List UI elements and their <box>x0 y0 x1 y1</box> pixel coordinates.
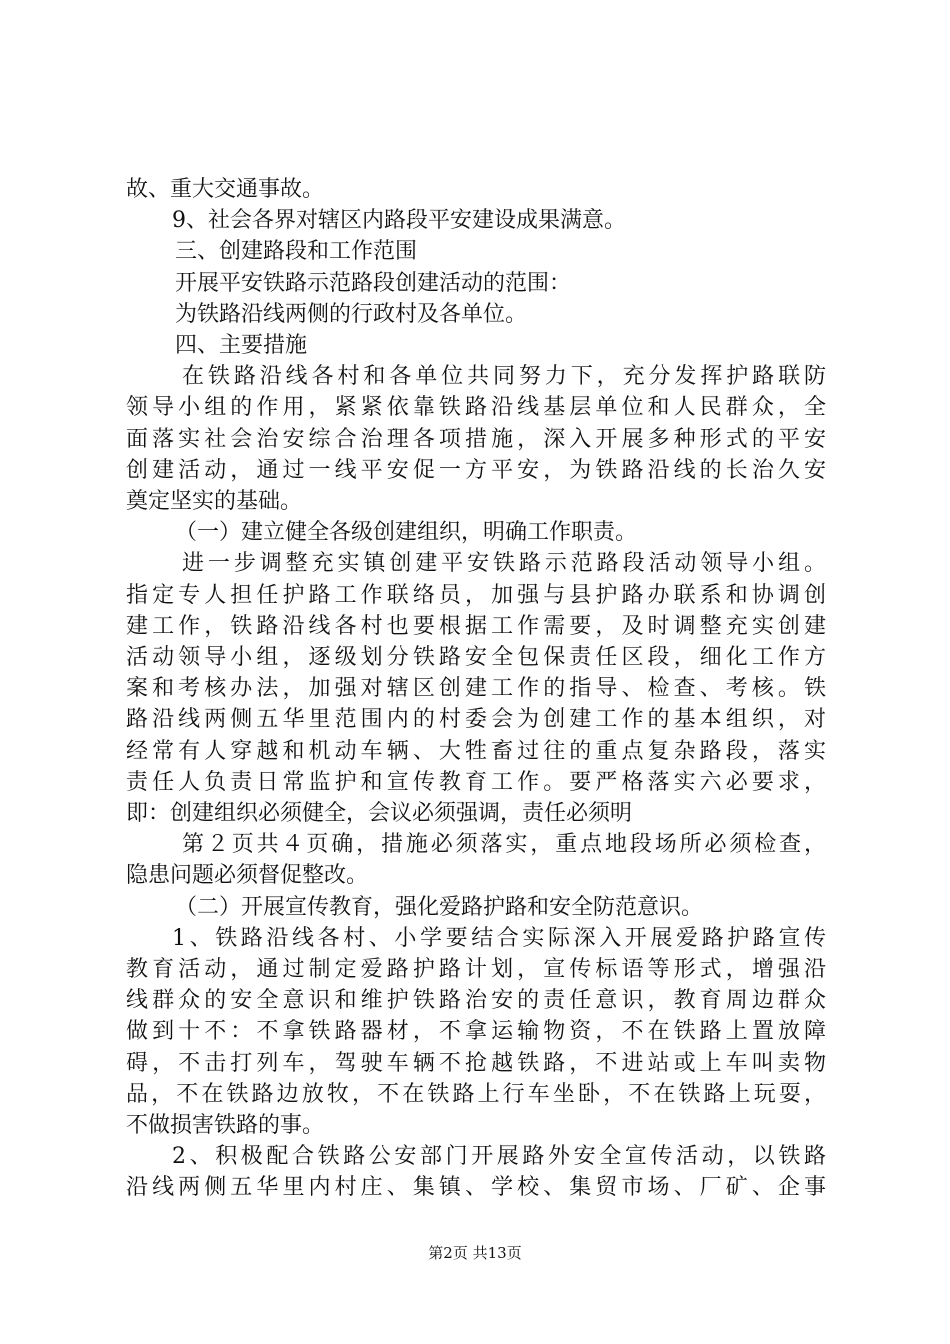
text-line: 沿线两侧五华里内村庄、集镇、学校、集贸市场、厂矿、企事 <box>126 1175 826 1200</box>
text-line: 不做损害铁路的事。 <box>126 1113 325 1138</box>
text-line: 做到十不：不拿铁路器材，不拿运输物资，不在铁路上置放障 <box>126 1019 826 1044</box>
text-line: 活动领导小组，逐级划分铁路安全包保责任区段，细化工作方 <box>126 645 826 670</box>
text-line: 隐患问题必须督促整改。 <box>126 863 369 888</box>
text-line: 线群众的安全意识和维护铁路治安的责任意识，教育周边群众 <box>126 988 826 1013</box>
page-footer: 第2页 共13页 <box>428 1244 522 1262</box>
text-line: 领导小组的作用，紧紧依靠铁路沿线基层单位和人民群众，全 <box>126 395 826 420</box>
subsection-heading: （二）开展宣传教育，强化爱路护路和安全防范意识。 <box>175 895 704 920</box>
text-line: 经常有人穿越和机动车辆、大牲畜过往的重点复杂路段，落实 <box>126 739 826 764</box>
text-line: 为铁路沿线两侧的行政村及各单位。 <box>175 302 528 327</box>
subsection-heading: （一）建立健全各级创建组织，明确工作职责。 <box>175 520 638 545</box>
text-line: 即：创建组织必须健全，会议必须强调，责任必须明 <box>126 801 633 826</box>
text-line: 面落实社会治安综合治理各项措施，深入开展多种形式的平安 <box>126 427 826 452</box>
text-line: 路沿线两侧五华里范围内的村委会为创建工作的基本组织，对 <box>126 707 826 732</box>
text-line: 第２页共４页确，措施必须落实，重点地段场所必须检查， <box>182 832 826 857</box>
text-line: 9、社会各界对辖区内路段平安建设成果满意。 <box>172 208 626 233</box>
text-line: 2、积极配合铁路公安部门开展路外安全宣传活动，以铁路 <box>172 1144 826 1169</box>
section-heading: 三、创建路段和工作范围 <box>175 239 418 264</box>
text-line: 1、铁路沿线各村、小学要结合实际深入开展爱路护路宣传 <box>172 926 826 951</box>
text-line: 进一步调整充实镇创建平安铁路示范路段活动领导小组。 <box>182 551 826 576</box>
text-line: 在铁路沿线各村和各单位共同努力下，充分发挥护路联防 <box>182 364 826 389</box>
text-line: 碍，不击打列车，驾驶车辆不抢越铁路，不进站或上车叫卖物 <box>126 1051 826 1076</box>
text-line: 奠定坚实的基础。 <box>126 489 303 514</box>
text-line: 开展平安铁路示范路段创建活动的范围： <box>175 271 572 296</box>
text-line: 教育活动，通过制定爱路护路计划，宣传标语等形式，增强沿 <box>126 957 826 982</box>
text-line: 指定专人担任护路工作联络员，加强与县护路办联系和协调创 <box>126 583 826 608</box>
text-line: 建工作，铁路沿线各村也要根据工作需要，及时调整充实创建 <box>126 614 826 639</box>
text-line: 案和考核办法，加强对辖区创建工作的指导、检查、考核。铁 <box>126 676 826 701</box>
text-line: 品，不在铁路边放牧，不在铁路上行车坐卧，不在铁路上玩耍， <box>126 1082 826 1107</box>
text-line: 创建活动，通过一线平安促一方平安，为铁路沿线的长治久安 <box>126 458 826 483</box>
section-heading: 四、主要措施 <box>175 333 308 358</box>
text-line: 责任人负责日常监护和宣传教育工作。要严格落实六必要求， <box>126 770 826 795</box>
text-line: 故、重大交通事故。 <box>126 177 325 202</box>
